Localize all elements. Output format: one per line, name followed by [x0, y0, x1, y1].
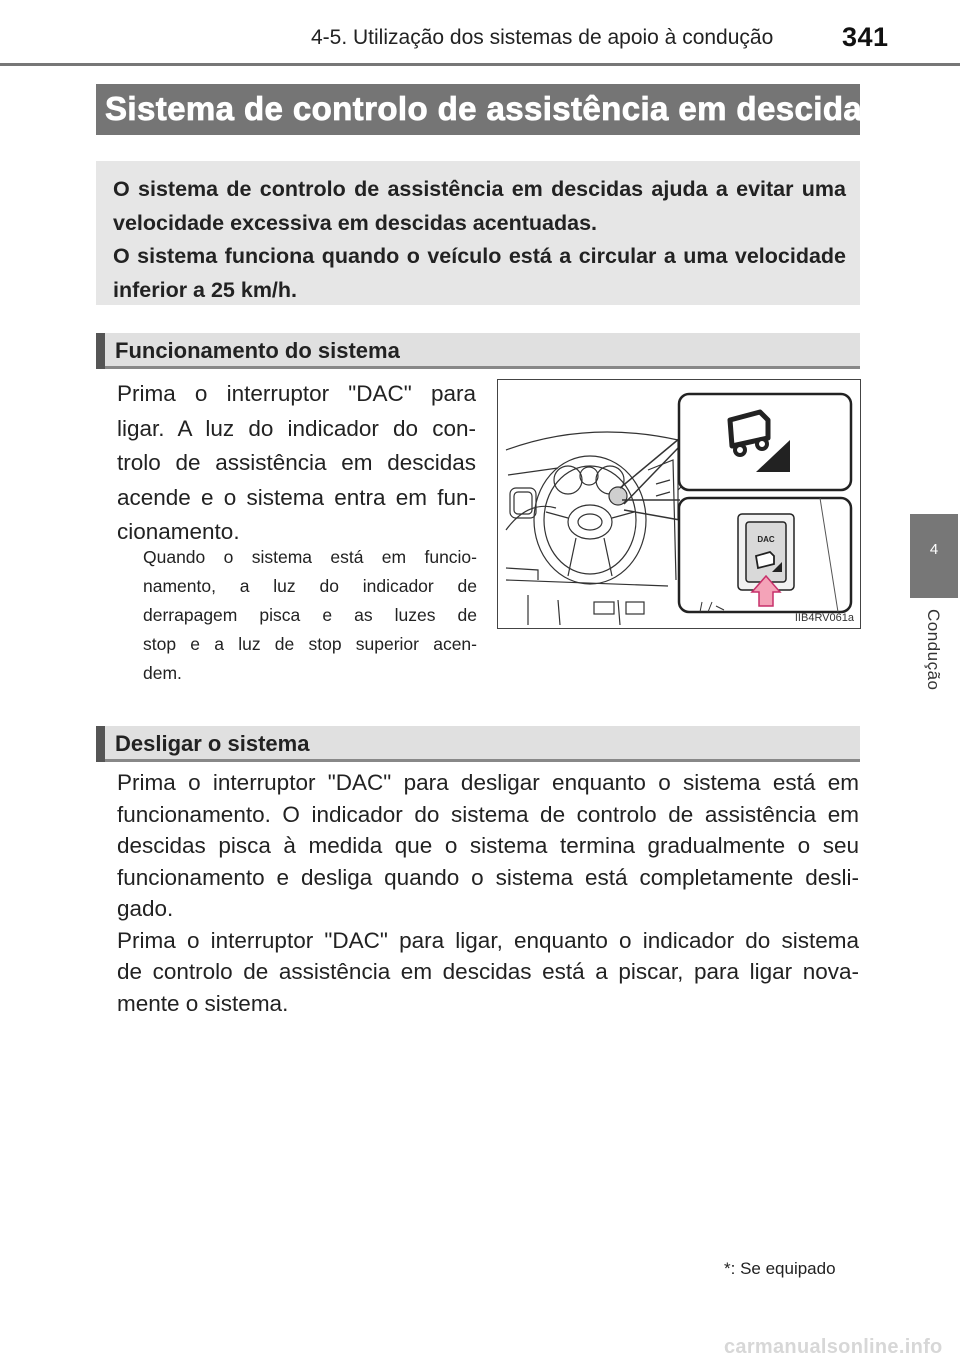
text-line: funcionamento. O indicador do sistema de controlo de assistência em: [117, 801, 859, 827]
section-heading-disable: [96, 726, 860, 762]
watermark: carmanualsonline.info: [724, 1336, 943, 1358]
text-line: de controlo de assistência em descidas está a piscar, para ligar nova-: [117, 959, 859, 984]
footnote-text: : Se equipado: [730, 1259, 836, 1278]
text-line: gado.: [117, 896, 174, 921]
text-line: Prima o interruptor "DAC" para desligar enquanto o sistema está em: [117, 770, 859, 795]
text-line: mente o sistema.: [117, 990, 289, 1016]
operation-paragraph: [117, 377, 476, 550]
text-line: cionamento.: [117, 519, 240, 544]
page-title: [96, 84, 890, 135]
dashboard-illustration: [497, 379, 861, 629]
chapter-name: Condução: [924, 609, 943, 691]
text-line: acende e o sistema entra em fun-: [117, 484, 476, 510]
text-line: descidas pisca à medida que o sistema termina gradualmente o seu: [117, 833, 859, 858]
page-title-text: Sistema de controlo de assistência em descidas: [105, 90, 881, 127]
section-heading-text: Funcionamento do sistema: [115, 338, 400, 363]
operation-note: [143, 543, 477, 688]
intro-summary-box: [96, 161, 860, 305]
intro-paragraph-1: O sistema de controlo de assistência em descidas ajuda a evitar uma velocidade excessiva em descidas acentuadas.: [113, 177, 846, 235]
text-line: derrapagem pisca e as luzes de: [143, 605, 477, 625]
page-number: 341: [842, 22, 889, 52]
section-heading-operation: [96, 333, 860, 369]
header-divider: [0, 63, 960, 66]
running-header: 4-5. Utilização dos sistemas de apoio à condução: [311, 26, 774, 49]
text-line: namento, a luz do indicador de: [143, 576, 477, 596]
dashboard-drawing: [498, 380, 860, 628]
text-line: Prima o interruptor "DAC" para ligar, enquanto o indicador do sistema: [117, 927, 859, 953]
chapter-number: 4: [929, 541, 939, 558]
dac-switch-label: DAC: [757, 535, 775, 544]
intro-paragraph-2: O sistema funciona quando o veículo está a circular a uma velocidade inferior a 25 km/h.: [113, 244, 846, 302]
chapter-tab: [910, 514, 958, 598]
text-line: funcionamento e desliga quando o sistema está completamente desli-: [117, 864, 859, 890]
text-line: Quando o sistema está em funcio-: [143, 547, 477, 567]
optional-equipment-marker: *: [880, 86, 890, 108]
footnote: [724, 1259, 836, 1279]
text-line: ligar. A luz do indicador do con-: [117, 415, 476, 441]
text-line: dem.: [143, 663, 182, 683]
disable-paragraph: [117, 767, 859, 1019]
section-heading-text: Desligar o sistema: [115, 731, 310, 756]
text-line: stop e a luz de stop superior acen-: [143, 634, 477, 654]
footnote-marker: *: [724, 1259, 731, 1278]
section-accent: [96, 726, 105, 762]
text-line: trolo de assistência em descidas: [117, 450, 476, 475]
illustration-id: IIB4RV061a: [794, 612, 854, 624]
section-accent: [96, 333, 105, 369]
text-line: Prima o interruptor "DAC" para: [117, 381, 476, 406]
